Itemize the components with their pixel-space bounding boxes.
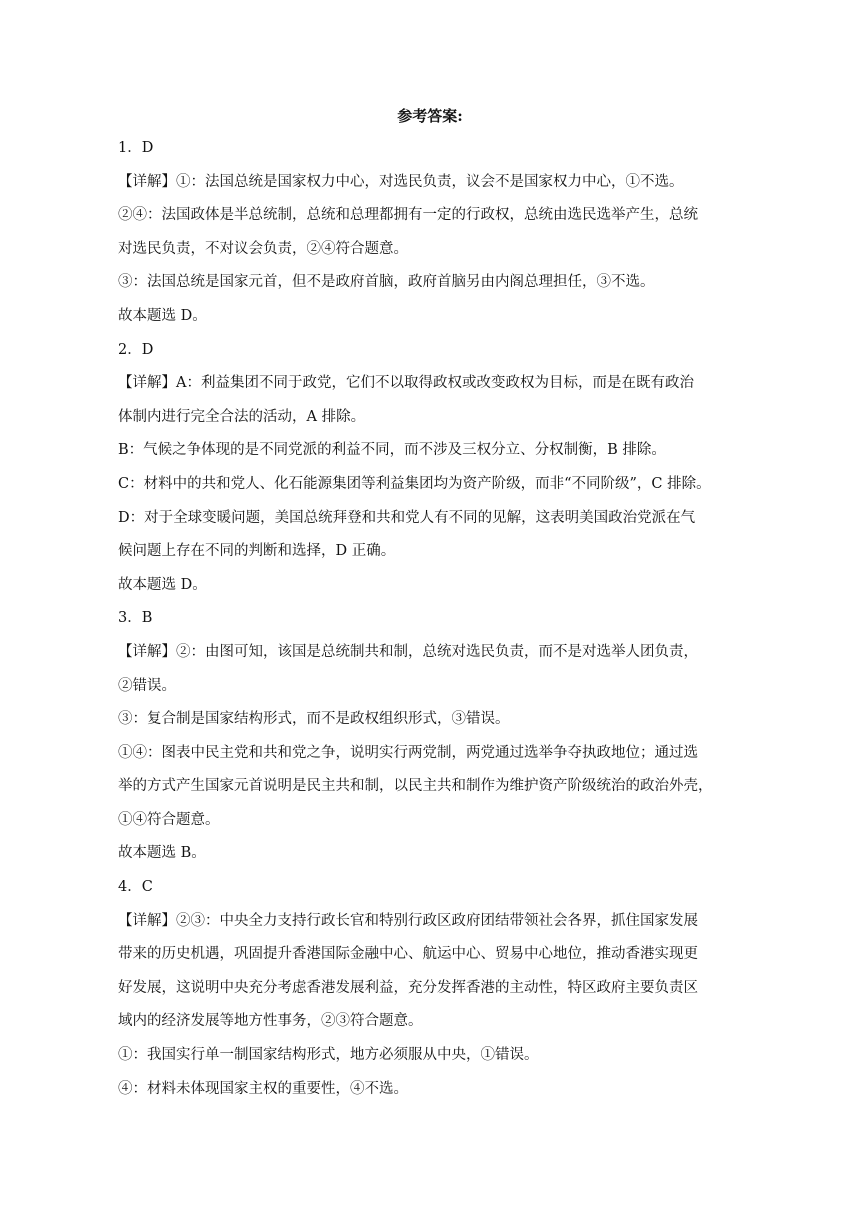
question-number: 3．B xyxy=(118,610,153,627)
text-line: ③：法国总统是国家元首，但不是政府首脑，政府首脑另由内阁总理担任，③不选。 xyxy=(118,274,655,291)
text-line: 【详解】②：由图可知，该国是总统制共和制，总统对选民负责，而不是对选举人团负责， xyxy=(118,643,698,660)
text-line: 体制内进行完全合法的活动，A 排除。 xyxy=(118,408,366,425)
question-number: 2．D xyxy=(118,341,154,358)
text-line: ①：我国实行单一制国家结构形式，地方必须服从中央，①错误。 xyxy=(118,1047,539,1064)
text-line: D：对于全球变暖问题，美国总统拜登和共和党人有不同的见解，这表明美国政治党派在气 xyxy=(118,509,696,526)
text-line: 【详解】A：利益集团不同于政党，它们不以取得政权或改变政权为目标，而是在既有政治 xyxy=(118,375,694,392)
text-line: 域内的经济发展等地方性事务，②③符合题意。 xyxy=(118,1013,423,1030)
text-line: 【详解】②③：中央全力支持行政长官和特别行政区政府团结带领社会各界，抓住国家发展 xyxy=(118,912,698,929)
text-line: 【详解】①：法国总统是国家权力中心，对选民负责，议会不是国家权力中心，①不选。 xyxy=(118,173,684,190)
question-number: 4．C xyxy=(118,879,153,896)
question-number: 1．D xyxy=(118,140,154,156)
text-line: ②④：法国政体是半总统制，总统和总理都拥有一定的行政权，总统由选民选举产生，总统 xyxy=(118,207,698,224)
text-line: 故本题选 B。 xyxy=(118,845,206,862)
answer-content xyxy=(118,132,744,1106)
text-line: ②错误。 xyxy=(118,677,176,694)
text-line: 带来的历史机遇，巩固提升香港国际金融中心、航运中心、贸易中心地位，推动香港实现更 xyxy=(118,946,698,963)
text-line: ①④：图表中民主党和共和党之争，说明实行两党制，两党通过选举争夺执政地位；通过选 xyxy=(118,744,698,761)
text-line: 对选民负责，不对议会负责，②④符合题意。 xyxy=(118,240,408,257)
text-line: 故本题选 D。 xyxy=(118,307,207,324)
page-title: 参考答案: xyxy=(397,107,463,125)
text-line: 好发展，这说明中央充分考虑香港发展利益，充分发挥香港的主动性，特区政府主要负责区 xyxy=(118,979,698,996)
text-line: C：材料中的共和党人、化石能源集团等利益集团均为资产阶级，而非“不同阶级”，C 排除。 xyxy=(118,475,711,492)
text-line: 举的方式产生国家元首说明是民主共和制，以民主共和制作为维护资产阶级统治的政治外壳， xyxy=(118,778,713,795)
text-line: ③：复合制是国家结构形式，而不是政权组织形式，③错误。 xyxy=(118,711,510,728)
text-line: 候问题上存在不同的判断和选择，D 正确。 xyxy=(118,543,396,560)
text-line: 故本题选 D。 xyxy=(118,576,207,593)
text-line: ④：材料未体现国家主权的重要性，④不选。 xyxy=(118,1080,408,1097)
text-line: B：气候之争体现的是不同党派的利益不同，而不涉及三权分立、分权制衡，B 排除。 xyxy=(118,442,666,459)
text-line: ①④符合题意。 xyxy=(118,811,220,828)
